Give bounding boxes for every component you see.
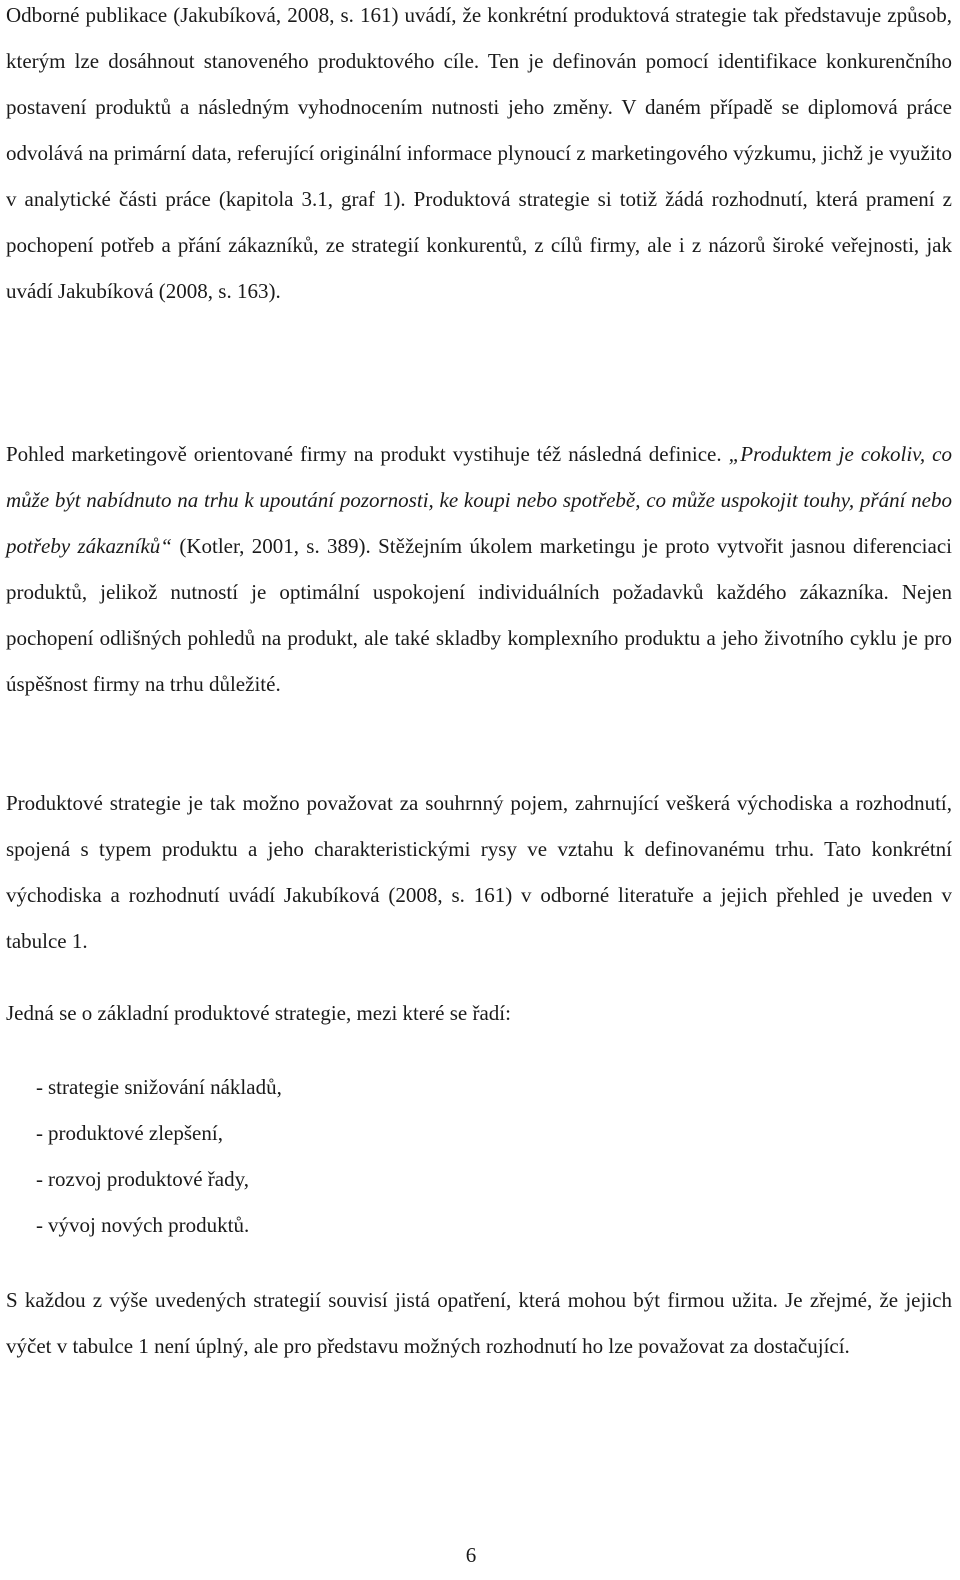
list-item-text: produktové zlepšení, [48, 1121, 223, 1145]
list-bullet: - [36, 1167, 43, 1191]
list-item-text: strategie snižování nákladů, [48, 1075, 282, 1099]
list-item-text: rozvoj produktové řady, [48, 1167, 249, 1191]
kotler-quote: „Produktem je cokoliv, co může být nabídnuto na trhu k upoutání pozornosti, ke koupi nebo spotřebě, co může uspokojit touhy, přání nebo potřeby zákazníků“ [6, 442, 952, 558]
list-item [6, 1156, 952, 1202]
paragraph-product-definition-lead: Pohled marketingově orientované firmy na produkt vystihuje též následná definice. [6, 442, 729, 466]
page-number: 6 [465, 1543, 477, 1567]
list-bullet: - [36, 1075, 43, 1099]
list-item [6, 1202, 952, 1248]
paragraph-list-intro: Jedná se o základní produktové strategie, mezi které se řadí: [6, 1001, 511, 1025]
paragraph-product-definition [6, 431, 952, 707]
paragraph-product-strategy-intro: Odborné publikace (Jakubíková, 2008, s. 161) uvádí, že konkrétní produktová strategie tak představuje způsob, kterým lze dosáhnout stanoveného produktového cíle. Ten je definován pomocí identifikace konkurenčního postavení produktů a následným vyhodnocením nutnosti jeho změny. V daném případě se diplomová práce odvolává na primární data, referující originální informace plynoucí z marketingového výzkumu, jichž je využito v analytické části práce (kapitola 3.1, graf 1). Produktová strategie si totiž žádá rozhodnutí, která pramení z pochopení potřeb a přání zákazníků, ze strategií konkurentů, z cílů firmy, ale i z názorů široké veřejnosti, jak uvádí Jakubíková (2008, s. 163). [6, 3, 952, 303]
paragraph-product-strategies-concept: Produktové strategie je tak možno považovat za souhrnný pojem, zahrnující veškerá východiska a rozhodnutí, spojená s typem produktu a jeho charakteristickými rysy ve vztahu k definovanému trhu. Tato konkrétní východiska a rozhodnutí uvádí Jakubíková (2008, s. 161) v odborné literatuře a jejich přehled je uveden v tabulce 1. [6, 791, 952, 953]
list-item [6, 1110, 952, 1156]
list-bullet: - [36, 1121, 43, 1145]
list-item-text: vývoj nových produktů. [48, 1213, 250, 1237]
list-bullet: - [36, 1213, 43, 1237]
list-item [6, 1064, 952, 1110]
paragraph-strategy-measures: S každou z výše uvedených strategií souvisí jistá opatření, která mohou být firmou užita. Je zřejmé, že jejich výčet v tabulce 1 není úplný, ale pro představu možných rozhodnutí ho lze považovat za dostačující. [6, 1288, 952, 1358]
strategy-list [6, 1064, 952, 1248]
paragraph-product-definition-rest: (Kotler, 2001, s. 389). Stěžejním úkolem marketingu je proto vytvořit jasnou diferenciaci produktů, jelikož nutností je optimální uspokojení individuálních požadavků každého zákazníka. Nejen pochopení odlišných pohledů na produkt, ale také skladby komplexního produktu a jeho životního cyklu je pro úspěšnost firmy na trhu důležité. [6, 534, 952, 696]
